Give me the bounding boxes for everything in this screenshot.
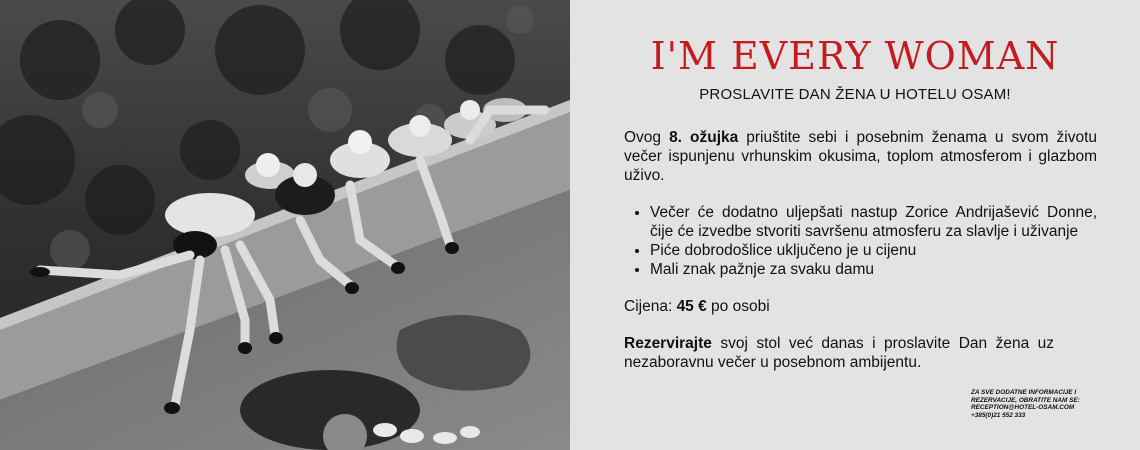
- intro-date: 8. ožujka: [669, 129, 739, 146]
- price-line: [624, 297, 1097, 316]
- price-label: Cijena:: [624, 298, 677, 315]
- intro-text-start: Ovog: [624, 129, 670, 146]
- reservation-text: svoj stol već danas i proslavite Dan žena uz nezaboravnu večer u posebnom ambijentu.: [624, 335, 1054, 371]
- list-item: • Piće dobrodošlice uključeno je u cijenu: [650, 241, 1097, 260]
- intro-paragraph: [624, 128, 1097, 185]
- list-item: • Večer će dodatno uljepšati nastup Zorice Andrijašević Donne, čije će izvedbe stvoriti savršenu atmosferu za slavlje i uživanje: [650, 203, 1097, 241]
- contact-line: REZERVACIJE, OBRATITE NAM SE:: [971, 396, 1080, 404]
- price-suffix: po osobi: [706, 298, 770, 315]
- price-amount: 45 €: [676, 298, 707, 315]
- event-subtitle: PROSLAVITE DAN ŽENA U HOTELU OSAM!: [699, 86, 1011, 103]
- contact-info: [971, 389, 1136, 419]
- event-description: [624, 128, 1097, 372]
- info-panel: [570, 0, 1140, 450]
- contact-email[interactable]: RECEPTION@HOTEL-OSAM.COM: [971, 404, 1075, 412]
- contact-phone[interactable]: +385(0)21 552 333: [971, 411, 1026, 419]
- reservation-cta: Rezervirajte: [624, 335, 712, 352]
- intro-text-end: priuštite sebi i posebnim ženama u svom životu večer ispunjenu vrhunskim okusima, toplom atmosferom i glazbom uživo.: [624, 129, 1097, 184]
- reservation-paragraph: [624, 334, 1054, 372]
- event-title: I'M EVERY WOMAN: [650, 34, 1060, 78]
- contact-line: ZA SVE DODATNE INFORMACIJE I: [971, 389, 1077, 396]
- feature-list: [624, 203, 1097, 279]
- list-item: • Mali znak pažnje za svaku damu: [650, 260, 1097, 279]
